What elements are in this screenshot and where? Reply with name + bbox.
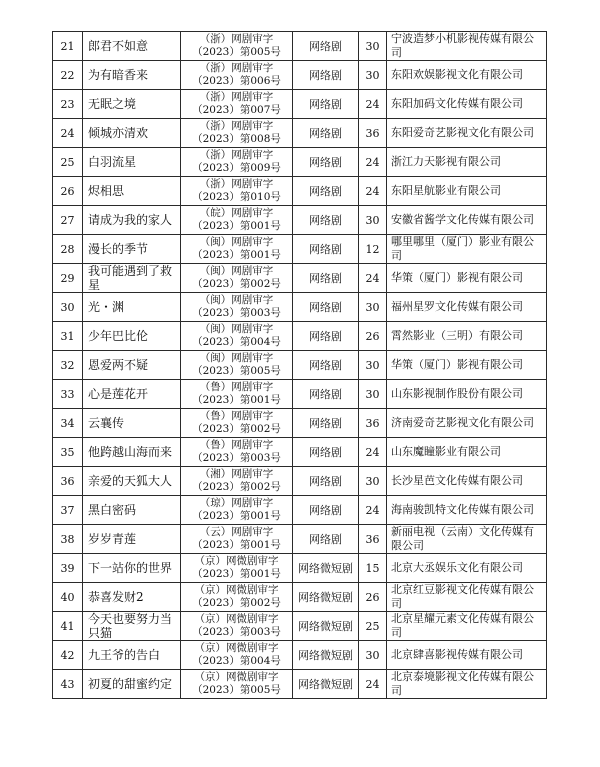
table-body [53, 32, 547, 699]
table-row [53, 90, 547, 119]
production-company: 浙江力天影视有限公司 [387, 148, 547, 177]
drama-title: 岁岁青莲 [83, 525, 181, 554]
drama-type: 网络剧 [293, 525, 359, 554]
drama-title: 今天也要努力当只猫 [83, 612, 181, 641]
license-number: （京）网微剧审字 （2023）第004号 [181, 641, 293, 670]
episode-count: 30 [359, 351, 387, 380]
drama-title: 郎君不如意 [83, 32, 181, 61]
production-company: 东阳欢娱影视文化有限公司 [387, 61, 547, 90]
production-company: 北京泰境影视文化传媒有限公司 [387, 670, 547, 699]
row-number: 21 [53, 32, 83, 61]
production-company: 山东影视制作股份有限公司 [387, 380, 547, 409]
row-number: 29 [53, 264, 83, 293]
episode-count: 30 [359, 206, 387, 235]
drama-title: 恩爱两不疑 [83, 351, 181, 380]
episode-count: 24 [359, 177, 387, 206]
episode-count: 15 [359, 554, 387, 583]
table-row [53, 554, 547, 583]
episode-count: 30 [359, 293, 387, 322]
license-number: （闽）网剧审字 （2023）第002号 [181, 264, 293, 293]
drama-title: 心是莲花开 [83, 380, 181, 409]
drama-type: 网络剧 [293, 148, 359, 177]
episode-count: 30 [359, 467, 387, 496]
episode-count: 12 [359, 235, 387, 264]
table-row [53, 612, 547, 641]
table-row [53, 322, 547, 351]
drama-approval-table [52, 31, 547, 699]
license-number: （浙）网剧审字 （2023）第010号 [181, 177, 293, 206]
drama-type: 网络剧 [293, 119, 359, 148]
production-company: 宁波造梦小机影视传媒有限公司 [387, 32, 547, 61]
episode-count: 24 [359, 438, 387, 467]
drama-type: 网络剧 [293, 496, 359, 525]
license-number: （浙）网剧审字 （2023）第006号 [181, 61, 293, 90]
episode-count: 24 [359, 670, 387, 699]
table-row [53, 583, 547, 612]
production-company: 北京大丞娱乐文化有限公司 [387, 554, 547, 583]
episode-count: 26 [359, 583, 387, 612]
drama-type: 网络剧 [293, 235, 359, 264]
row-number: 39 [53, 554, 83, 583]
drama-title: 黑白密码 [83, 496, 181, 525]
row-number: 28 [53, 235, 83, 264]
row-number: 38 [53, 525, 83, 554]
drama-title: 倾城亦清欢 [83, 119, 181, 148]
production-company: 东阳加码文化传媒有限公司 [387, 90, 547, 119]
drama-title: 云襄传 [83, 409, 181, 438]
drama-type: 网络剧 [293, 61, 359, 90]
table-row [53, 148, 547, 177]
production-company: 北京肆喜影视传媒有限公司 [387, 641, 547, 670]
drama-title: 为有暗香来 [83, 61, 181, 90]
drama-type: 网络微短剧 [293, 554, 359, 583]
table-row [53, 525, 547, 554]
production-company: 山东魔瞳影业有限公司 [387, 438, 547, 467]
episode-count: 30 [359, 61, 387, 90]
drama-type: 网络微短剧 [293, 612, 359, 641]
episode-count: 24 [359, 90, 387, 119]
license-number: （湘）网剧审字 （2023）第002号 [181, 467, 293, 496]
episode-count: 30 [359, 32, 387, 61]
row-number: 26 [53, 177, 83, 206]
production-company: 长沙星芭文化传媒有限公司 [387, 467, 547, 496]
row-number: 25 [53, 148, 83, 177]
drama-title: 我可能遇到了救星 [83, 264, 181, 293]
row-number: 42 [53, 641, 83, 670]
table-row [53, 206, 547, 235]
row-number: 33 [53, 380, 83, 409]
drama-title: 无眠之境 [83, 90, 181, 119]
row-number: 41 [53, 612, 83, 641]
drama-title: 九王爷的告白 [83, 641, 181, 670]
drama-type: 网络剧 [293, 438, 359, 467]
row-number: 30 [53, 293, 83, 322]
episode-count: 36 [359, 525, 387, 554]
drama-type: 网络剧 [293, 32, 359, 61]
production-company: 哪里哪里（厦门）影业有限公司 [387, 235, 547, 264]
drama-type: 网络剧 [293, 206, 359, 235]
license-number: （闽）网剧审字 （2023）第003号 [181, 293, 293, 322]
row-number: 22 [53, 61, 83, 90]
drama-title: 少年巴比伦 [83, 322, 181, 351]
drama-type: 网络剧 [293, 409, 359, 438]
license-number: （浙）网剧审字 （2023）第005号 [181, 32, 293, 61]
row-number: 35 [53, 438, 83, 467]
table-row [53, 409, 547, 438]
row-number: 23 [53, 90, 83, 119]
production-company: 霄然影业（三明）有限公司 [387, 322, 547, 351]
episode-count: 24 [359, 496, 387, 525]
production-company: 华策（厦门）影视有限公司 [387, 351, 547, 380]
row-number: 37 [53, 496, 83, 525]
license-number: （浙）网剧审字 （2023）第008号 [181, 119, 293, 148]
row-number: 27 [53, 206, 83, 235]
row-number: 43 [53, 670, 83, 699]
episode-count: 26 [359, 322, 387, 351]
license-number: （皖）网剧审字 （2023）第001号 [181, 206, 293, 235]
drama-type: 网络微短剧 [293, 670, 359, 699]
episode-count: 30 [359, 380, 387, 409]
production-company: 北京红豆影视文化传媒有限公司 [387, 583, 547, 612]
drama-title: 请成为我的家人 [83, 206, 181, 235]
table-row [53, 438, 547, 467]
table-row [53, 380, 547, 409]
drama-type: 网络剧 [293, 177, 359, 206]
license-number: （琼）网剧审字 （2023）第001号 [181, 496, 293, 525]
table-row [53, 496, 547, 525]
license-number: （浙）网剧审字 （2023）第007号 [181, 90, 293, 119]
row-number: 32 [53, 351, 83, 380]
drama-type: 网络微短剧 [293, 583, 359, 612]
table-row [53, 670, 547, 699]
license-number: （云）网剧审字 （2023）第001号 [181, 525, 293, 554]
episode-count: 36 [359, 119, 387, 148]
table-row [53, 235, 547, 264]
license-number: （鲁）网剧审字 （2023）第003号 [181, 438, 293, 467]
drama-type: 网络剧 [293, 264, 359, 293]
drama-title: 亲爱的天狐大人 [83, 467, 181, 496]
table-row [53, 32, 547, 61]
drama-type: 网络剧 [293, 351, 359, 380]
episode-count: 30 [359, 641, 387, 670]
production-company: 东阳星航影业有限公司 [387, 177, 547, 206]
production-company: 福州星罗文化传媒有限公司 [387, 293, 547, 322]
license-number: （京）网微剧审字 （2023）第003号 [181, 612, 293, 641]
episode-count: 24 [359, 148, 387, 177]
license-number: （浙）网剧审字 （2023）第009号 [181, 148, 293, 177]
drama-title: 下一站你的世界 [83, 554, 181, 583]
row-number: 40 [53, 583, 83, 612]
drama-type: 网络剧 [293, 467, 359, 496]
row-number: 24 [53, 119, 83, 148]
drama-title: 他跨越山海而来 [83, 438, 181, 467]
production-company: 海南骏凯特文化传媒有限公司 [387, 496, 547, 525]
license-number: （闽）网剧审字 （2023）第001号 [181, 235, 293, 264]
table-row [53, 61, 547, 90]
production-company: 新丽电视（云南）文化传媒有限公司 [387, 525, 547, 554]
table-row [53, 351, 547, 380]
license-number: （闽）网剧审字 （2023）第004号 [181, 322, 293, 351]
production-company: 东阳爱奇艺影视文化有限公司 [387, 119, 547, 148]
drama-title: 白羽流星 [83, 148, 181, 177]
table-row [53, 467, 547, 496]
table-row [53, 177, 547, 206]
episode-count: 24 [359, 264, 387, 293]
drama-title: 恭喜发财2 [83, 583, 181, 612]
drama-type: 网络剧 [293, 380, 359, 409]
drama-type: 网络剧 [293, 322, 359, 351]
row-number: 31 [53, 322, 83, 351]
production-company: 北京星耀元素文化传媒有限公司 [387, 612, 547, 641]
table-row [53, 293, 547, 322]
production-company: 安徽省酱学文化传媒有限公司 [387, 206, 547, 235]
episode-count: 25 [359, 612, 387, 641]
drama-type: 网络微短剧 [293, 641, 359, 670]
row-number: 34 [53, 409, 83, 438]
license-number: （京）网微剧审字 （2023）第002号 [181, 583, 293, 612]
license-number: （京）网微剧审字 （2023）第005号 [181, 670, 293, 699]
license-number: （京）网微剧审字 （2023）第001号 [181, 554, 293, 583]
drama-title: 光・渊 [83, 293, 181, 322]
drama-type: 网络剧 [293, 293, 359, 322]
drama-title: 初夏的甜蜜约定 [83, 670, 181, 699]
table-row [53, 641, 547, 670]
license-number: （鲁）网剧审字 （2023）第001号 [181, 380, 293, 409]
drama-title: 烬相思 [83, 177, 181, 206]
table-row [53, 119, 547, 148]
license-number: （鲁）网剧审字 （2023）第002号 [181, 409, 293, 438]
production-company: 济南爱奇艺影视文化有限公司 [387, 409, 547, 438]
drama-title: 漫长的季节 [83, 235, 181, 264]
table-row [53, 264, 547, 293]
production-company: 华策（厦门）影视有限公司 [387, 264, 547, 293]
license-number: （闽）网剧审字 （2023）第005号 [181, 351, 293, 380]
drama-type: 网络剧 [293, 90, 359, 119]
row-number: 36 [53, 467, 83, 496]
episode-count: 36 [359, 409, 387, 438]
